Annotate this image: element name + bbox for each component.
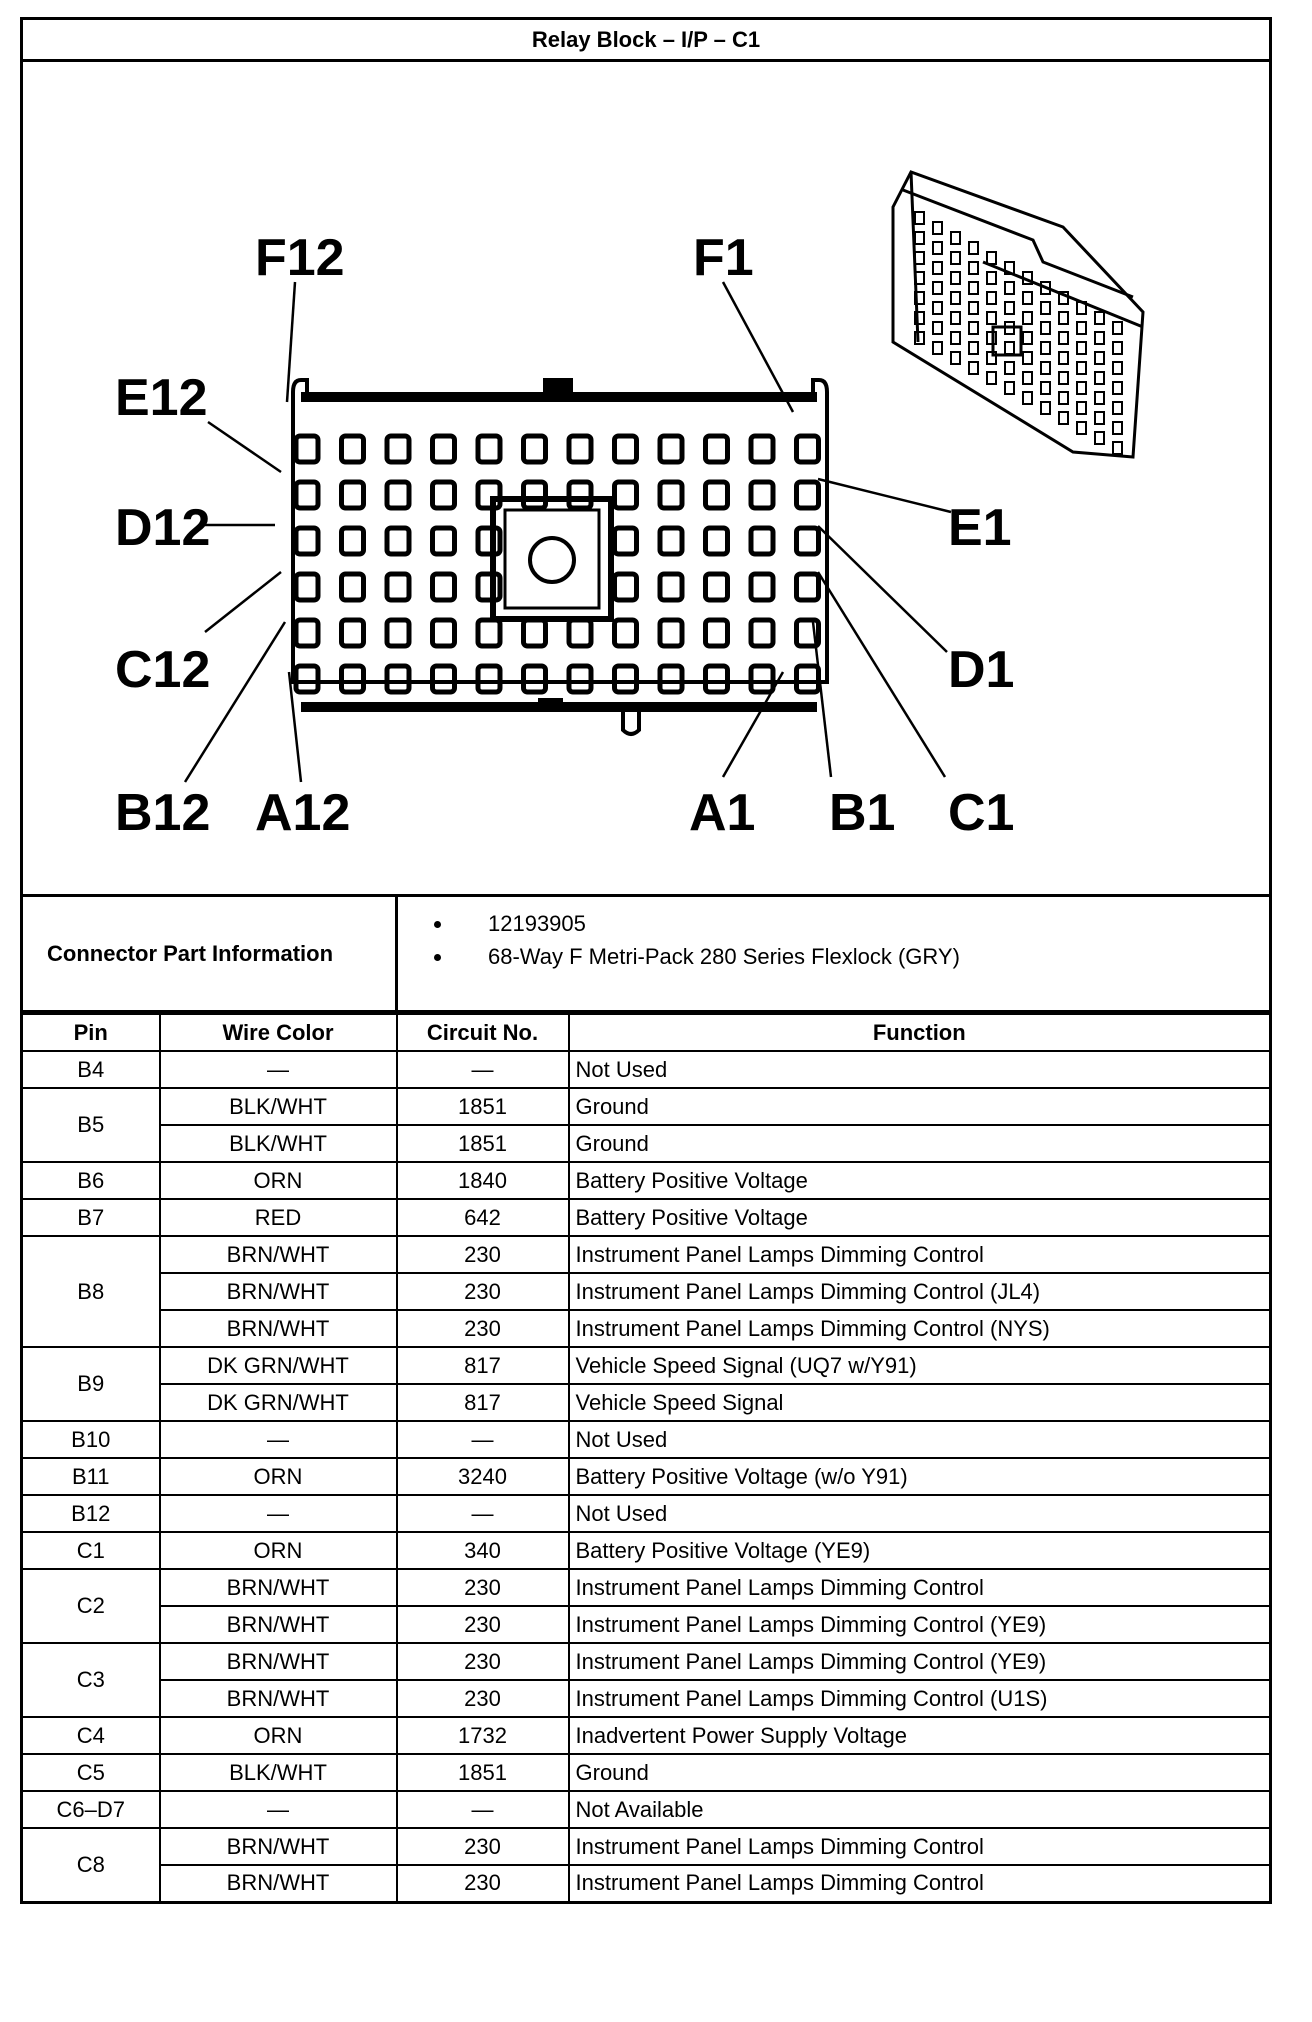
pin-cavity <box>797 574 819 600</box>
iso-pin-cavity <box>969 362 978 374</box>
pin-cavity <box>660 528 682 554</box>
pin-cavity <box>660 620 682 646</box>
function-cell: Instrument Panel Lamps Dimming Control (NYS) <box>569 1310 1271 1347</box>
iso-pin-cavity <box>933 262 942 274</box>
table-row <box>22 1828 1271 1865</box>
function-cell: Battery Positive Voltage <box>569 1162 1271 1199</box>
iso-pin-cavity <box>1059 412 1068 424</box>
table-row <box>22 1865 1271 1902</box>
wire-color-cell: BRN/WHT <box>160 1273 397 1310</box>
iso-pin-cavity <box>1077 402 1086 414</box>
iso-pin-cavity <box>933 222 942 234</box>
pin-cavity <box>706 482 728 508</box>
connector-part-info-label: Connector Part Information <box>23 897 398 1010</box>
page-title: Relay Block – I/P – C1 <box>20 17 1272 59</box>
wire-color-cell: BRN/WHT <box>160 1865 397 1902</box>
pin-cell: B4 <box>22 1051 160 1088</box>
iso-pin-cavity <box>1077 362 1086 374</box>
pin-cavity <box>342 436 364 462</box>
iso-pin-cavity <box>1077 422 1086 434</box>
pin-label-e12: E12 <box>115 369 208 427</box>
wire-color-cell: DK GRN/WHT <box>160 1347 397 1384</box>
wire-color-cell: BLK/WHT <box>160 1088 397 1125</box>
iso-pin-cavity <box>1095 332 1104 344</box>
pin-cavity <box>478 666 500 692</box>
pin-cavity <box>296 620 318 646</box>
pin-cavity <box>615 436 637 462</box>
iso-pin-cavity <box>1041 322 1050 334</box>
pin-cavity <box>387 436 409 462</box>
wire-color-cell: ORN <box>160 1717 397 1754</box>
circuit-no-cell: 230 <box>397 1569 569 1606</box>
pin-cavity <box>478 528 500 554</box>
iso-pin-cavity <box>915 252 924 264</box>
pin-cavity <box>615 574 637 600</box>
pin-cavity <box>797 436 819 462</box>
iso-pin-cavity <box>969 282 978 294</box>
iso-pin-cavity <box>951 232 960 244</box>
pin-cavity <box>751 666 773 692</box>
pin-cavity <box>387 620 409 646</box>
pin-cavity <box>433 574 455 600</box>
iso-pin-cavity <box>933 282 942 294</box>
pin-cavity <box>342 482 364 508</box>
iso-pin-cavity <box>1059 332 1068 344</box>
pin-cavity <box>706 436 728 462</box>
function-cell: Battery Positive Voltage (w/o Y91) <box>569 1458 1271 1495</box>
iso-pin-cavity <box>1023 392 1032 404</box>
pin-cavity <box>751 482 773 508</box>
pin-cavity <box>433 620 455 646</box>
pin-cell: C5 <box>22 1754 160 1791</box>
iso-pin-cavity <box>933 242 942 254</box>
pin-cell: B10 <box>22 1421 160 1458</box>
function-cell: Battery Positive Voltage <box>569 1199 1271 1236</box>
pin-cavity <box>660 482 682 508</box>
iso-pin-cavity <box>1113 442 1122 454</box>
function-cell: Inadvertent Power Supply Voltage <box>569 1717 1271 1754</box>
pin-cavity <box>524 666 546 692</box>
circuit-no-cell: 230 <box>397 1606 569 1643</box>
function-cell: Ground <box>569 1125 1271 1162</box>
pin-cavity <box>433 482 455 508</box>
iso-pin-cavity <box>987 292 996 304</box>
pin-cavity <box>706 528 728 554</box>
pin-label-a12: A12 <box>255 784 351 842</box>
pin-cavity <box>342 666 364 692</box>
wire-color-cell: BLK/WHT <box>160 1754 397 1791</box>
function-cell: Instrument Panel Lamps Dimming Control <box>569 1569 1271 1606</box>
wire-color-cell: BRN/WHT <box>160 1310 397 1347</box>
pin-label-b1: B1 <box>829 784 896 842</box>
iso-pin-cavity <box>1113 362 1122 374</box>
iso-pin-cavity <box>951 312 960 324</box>
pin-cavity <box>296 482 318 508</box>
pin-cell: C1 <box>22 1532 160 1569</box>
pin-label-f1: F1 <box>693 229 754 287</box>
function-cell: Ground <box>569 1088 1271 1125</box>
pin-cell: C6–D7 <box>22 1791 160 1828</box>
iso-pin-cavity <box>1095 312 1104 324</box>
pin-label-c12: C12 <box>115 641 211 699</box>
table-row <box>22 1421 1271 1458</box>
col-header-function: Function <box>569 1014 1271 1051</box>
wire-color-cell: BLK/WHT <box>160 1125 397 1162</box>
table-header-row <box>22 1014 1271 1051</box>
pin-cavity <box>387 666 409 692</box>
pin-cavity <box>524 482 546 508</box>
iso-pin-cavity <box>987 272 996 284</box>
pin-cavity <box>296 528 318 554</box>
pin-cell: B9 <box>22 1347 160 1421</box>
pin-cavity <box>524 436 546 462</box>
pinout-table-body <box>22 1051 1271 1902</box>
function-cell: Not Used <box>569 1421 1271 1458</box>
table-row <box>22 1051 1271 1088</box>
function-cell: Battery Positive Voltage (YE9) <box>569 1532 1271 1569</box>
wire-color-cell: BRN/WHT <box>160 1569 397 1606</box>
pin-cavity <box>569 666 591 692</box>
circuit-no-cell: 230 <box>397 1310 569 1347</box>
circuit-no-cell: 1732 <box>397 1717 569 1754</box>
part-number: • 12193905 <box>454 907 960 940</box>
pin-cell: C8 <box>22 1828 160 1902</box>
pin-grid <box>296 436 819 692</box>
iso-pin-cavity <box>933 342 942 354</box>
iso-pin-cavity <box>1023 332 1032 344</box>
iso-pin-cavity <box>987 312 996 324</box>
pin-label-d12: D12 <box>115 499 211 557</box>
iso-pin-cavity <box>969 262 978 274</box>
iso-pin-cavity <box>1005 382 1014 394</box>
circuit-no-cell: 230 <box>397 1273 569 1310</box>
iso-pin-cavity <box>1095 372 1104 384</box>
connector-body <box>293 378 827 734</box>
iso-pin-cavity <box>969 322 978 334</box>
iso-pin-cavity <box>933 322 942 334</box>
connector-part-info <box>20 897 1272 1013</box>
table-row <box>22 1791 1271 1828</box>
table-row <box>22 1199 1271 1236</box>
wire-color-cell: RED <box>160 1199 397 1236</box>
iso-pin-cavity <box>951 352 960 364</box>
table-row <box>22 1162 1271 1199</box>
connector-figure <box>20 59 1272 897</box>
circuit-no-cell: 1851 <box>397 1088 569 1125</box>
iso-pin-cavity <box>1023 372 1032 384</box>
iso-pin-cavity <box>1005 282 1014 294</box>
wire-color-cell: BRN/WHT <box>160 1680 397 1717</box>
iso-pin-cavity <box>1023 352 1032 364</box>
table-row <box>22 1569 1271 1606</box>
iso-pin-cavity <box>1041 342 1050 354</box>
pin-cell: C4 <box>22 1717 160 1754</box>
pin-label-e1: E1 <box>948 499 1012 557</box>
iso-pin-cavity <box>915 212 924 224</box>
iso-pin-cavity <box>1005 342 1014 354</box>
iso-pin-cavity <box>1059 352 1068 364</box>
pin-cell: C3 <box>22 1643 160 1717</box>
pinout-table <box>20 1013 1272 1904</box>
table-row <box>22 1717 1271 1754</box>
pin-cavity <box>433 666 455 692</box>
pin-cavity <box>615 620 637 646</box>
pin-cavity <box>797 482 819 508</box>
circuit-no-cell: — <box>397 1051 569 1088</box>
table-row <box>22 1088 1271 1125</box>
table-row <box>22 1680 1271 1717</box>
wire-color-cell: — <box>160 1051 397 1088</box>
iso-pin-cavity <box>1077 342 1086 354</box>
table-row <box>22 1384 1271 1421</box>
connector-diagram <box>23 62 1275 900</box>
circuit-no-cell: 642 <box>397 1199 569 1236</box>
iso-pin-cavity <box>969 302 978 314</box>
pin-label-f12: F12 <box>255 229 345 287</box>
iso-pin-cavity <box>951 332 960 344</box>
pin-cavity <box>478 620 500 646</box>
wire-color-cell: — <box>160 1791 397 1828</box>
iso-pin-cavity <box>1077 382 1086 394</box>
pin-cavity <box>615 482 637 508</box>
pin-cavity <box>387 482 409 508</box>
iso-pin-cavity <box>1059 312 1068 324</box>
connector-part-info-list <box>398 897 960 1010</box>
circuit-no-cell: 230 <box>397 1865 569 1902</box>
circuit-no-cell: 1851 <box>397 1754 569 1791</box>
pin-cavity <box>751 436 773 462</box>
table-row <box>22 1532 1271 1569</box>
pin-cavity <box>706 666 728 692</box>
table-row <box>22 1347 1271 1384</box>
wire-color-cell: BRN/WHT <box>160 1236 397 1273</box>
function-cell: Instrument Panel Lamps Dimming Control <box>569 1865 1271 1902</box>
circuit-no-cell: 3240 <box>397 1458 569 1495</box>
function-cell: Instrument Panel Lamps Dimming Control (JL4) <box>569 1273 1271 1310</box>
pin-cavity <box>615 666 637 692</box>
wire-color-cell: — <box>160 1495 397 1532</box>
pin-cell: B12 <box>22 1495 160 1532</box>
iso-pin-cavity <box>951 272 960 284</box>
function-cell: Instrument Panel Lamps Dimming Control (U1S) <box>569 1680 1271 1717</box>
table-row <box>22 1495 1271 1532</box>
table-row <box>22 1273 1271 1310</box>
pin-cavity <box>751 620 773 646</box>
function-cell: Instrument Panel Lamps Dimming Control (YE9) <box>569 1643 1271 1680</box>
function-cell: Ground <box>569 1754 1271 1791</box>
iso-pin-cavity <box>1077 322 1086 334</box>
iso-pin-cavity <box>1095 412 1104 424</box>
pin-cavity <box>660 436 682 462</box>
connector-isometric-view <box>893 172 1143 457</box>
pin-label-d1: D1 <box>948 641 1015 699</box>
iso-pin-cavity <box>1113 402 1122 414</box>
wire-color-cell: DK GRN/WHT <box>160 1384 397 1421</box>
iso-pin-cavity <box>1095 432 1104 444</box>
circuit-no-cell: 230 <box>397 1236 569 1273</box>
iso-pin-cavity <box>1113 382 1122 394</box>
pin-cavity <box>296 666 318 692</box>
col-header-wire-color: Wire Color <box>160 1014 397 1051</box>
pin-label-c1: C1 <box>948 784 1015 842</box>
pin-cell: B5 <box>22 1088 160 1162</box>
iso-pin-cavity <box>951 292 960 304</box>
iso-pin-cavity <box>1113 422 1122 434</box>
circuit-no-cell: 340 <box>397 1532 569 1569</box>
pin-cavity <box>433 528 455 554</box>
iso-pin-cavity <box>1023 292 1032 304</box>
iso-pin-cavity <box>987 372 996 384</box>
connector-sheet <box>20 17 1272 1904</box>
function-cell: Not Used <box>569 1051 1271 1088</box>
pin-cell: B8 <box>22 1236 160 1347</box>
iso-pin-cavity <box>1041 402 1050 414</box>
pin-cavity <box>524 620 546 646</box>
pin-cavity <box>706 574 728 600</box>
wire-color-cell: BRN/WHT <box>160 1606 397 1643</box>
pin-cell: B6 <box>22 1162 160 1199</box>
iso-pin-cavity <box>915 232 924 244</box>
iso-pin-cavity <box>1095 392 1104 404</box>
circuit-no-cell: 230 <box>397 1680 569 1717</box>
pin-cavity <box>478 574 500 600</box>
iso-pin-cavity <box>1041 382 1050 394</box>
function-cell: Instrument Panel Lamps Dimming Control <box>569 1236 1271 1273</box>
iso-pin-cavity <box>933 302 942 314</box>
pin-cavity <box>433 436 455 462</box>
circuit-no-cell: 1851 <box>397 1125 569 1162</box>
circuit-no-cell: 1840 <box>397 1162 569 1199</box>
pin-cavity <box>569 620 591 646</box>
pin-cavity <box>797 528 819 554</box>
pin-cavity <box>751 528 773 554</box>
iso-pin-cavity <box>1041 302 1050 314</box>
table-row <box>22 1236 1271 1273</box>
pin-cell: B11 <box>22 1458 160 1495</box>
table-row <box>22 1754 1271 1791</box>
iso-pin-cavity <box>1113 322 1122 334</box>
circuit-no-cell: 230 <box>397 1828 569 1865</box>
function-cell: Vehicle Speed Signal (UQ7 w/Y91) <box>569 1347 1271 1384</box>
wire-color-cell: ORN <box>160 1458 397 1495</box>
function-cell: Not Available <box>569 1791 1271 1828</box>
pin-cavity <box>615 528 637 554</box>
table-row <box>22 1643 1271 1680</box>
pin-cavity <box>387 528 409 554</box>
wire-color-cell: — <box>160 1421 397 1458</box>
pin-cavity <box>342 620 364 646</box>
pin-label-a1: A1 <box>689 784 756 842</box>
circuit-no-cell: — <box>397 1791 569 1828</box>
table-row <box>22 1310 1271 1347</box>
col-header-circuit-no: Circuit No. <box>397 1014 569 1051</box>
iso-pin-cavity <box>969 242 978 254</box>
iso-pin-cavity <box>1023 312 1032 324</box>
circuit-no-cell: 817 <box>397 1384 569 1421</box>
wire-color-cell: BRN/WHT <box>160 1828 397 1865</box>
iso-pin-cavity <box>969 342 978 354</box>
pin-cavity <box>660 666 682 692</box>
iso-pin-cavity <box>1059 372 1068 384</box>
table-row <box>22 1125 1271 1162</box>
function-cell: Instrument Panel Lamps Dimming Control (YE9) <box>569 1606 1271 1643</box>
pin-cell: C2 <box>22 1569 160 1643</box>
col-header-pin: Pin <box>22 1014 160 1051</box>
wire-color-cell: ORN <box>160 1162 397 1199</box>
function-cell: Not Used <box>569 1495 1271 1532</box>
function-cell: Instrument Panel Lamps Dimming Control <box>569 1828 1271 1865</box>
circuit-no-cell: — <box>397 1495 569 1532</box>
pin-cavity <box>296 574 318 600</box>
pin-cavity <box>569 482 591 508</box>
part-description: • 68-Way F Metri-Pack 280 Series Flexlock (GRY) <box>454 940 960 973</box>
iso-pin-cavity <box>987 252 996 264</box>
table-row <box>22 1458 1271 1495</box>
iso-pin-cavity <box>1059 392 1068 404</box>
wire-color-cell: ORN <box>160 1532 397 1569</box>
pin-cavity <box>478 482 500 508</box>
table-row <box>22 1606 1271 1643</box>
iso-pin-cavity <box>1041 362 1050 374</box>
pin-cavity <box>569 436 591 462</box>
pin-cavity <box>478 436 500 462</box>
iso-pin-cavity <box>1005 302 1014 314</box>
iso-pin-cavity <box>1005 362 1014 374</box>
circuit-no-cell: 817 <box>397 1347 569 1384</box>
circuit-no-cell: 230 <box>397 1643 569 1680</box>
pin-cavity <box>660 574 682 600</box>
pin-cavity <box>342 528 364 554</box>
pin-cavity <box>296 436 318 462</box>
pin-cavity <box>797 666 819 692</box>
iso-pin-cavity <box>1095 352 1104 364</box>
pin-cavity <box>342 574 364 600</box>
wire-color-cell: BRN/WHT <box>160 1643 397 1680</box>
pin-label-b12: B12 <box>115 784 211 842</box>
function-cell: Vehicle Speed Signal <box>569 1384 1271 1421</box>
pin-cavity <box>706 620 728 646</box>
iso-pin-cavity <box>951 252 960 264</box>
pin-cavity <box>751 574 773 600</box>
pin-cell: B7 <box>22 1199 160 1236</box>
pin-cavity <box>387 574 409 600</box>
iso-pin-cavity <box>1113 342 1122 354</box>
circuit-no-cell: — <box>397 1421 569 1458</box>
